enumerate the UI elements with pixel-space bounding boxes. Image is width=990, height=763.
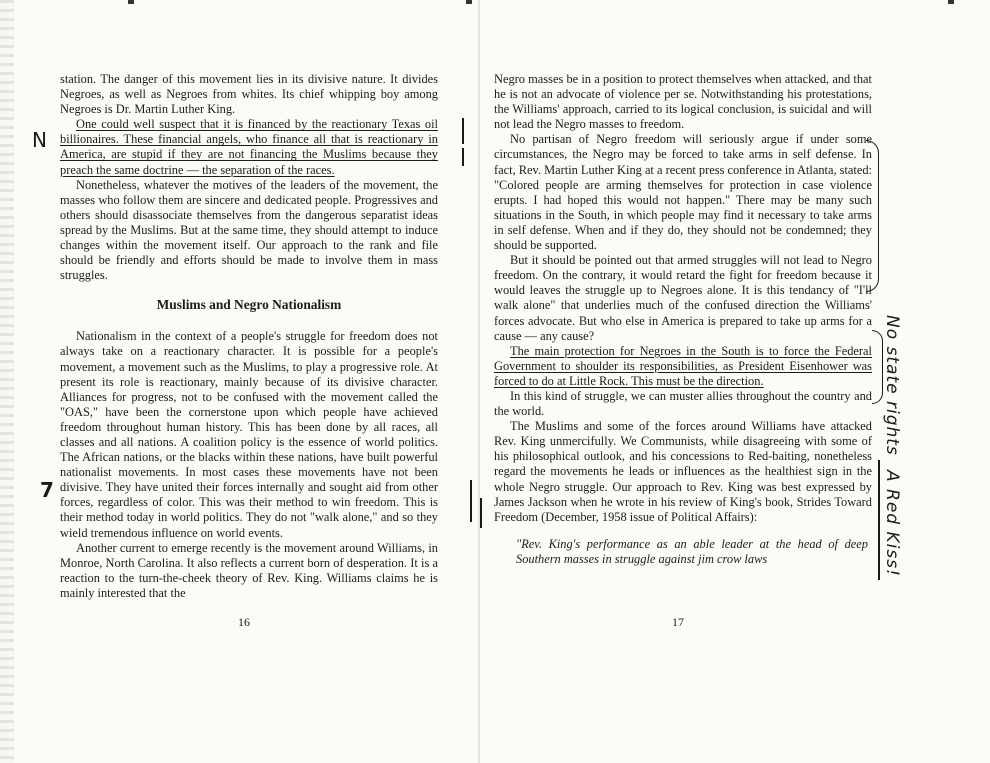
handwritten-number-mark: 7: [40, 478, 54, 502]
page-edge: [0, 0, 14, 763]
margin-line: [480, 498, 482, 528]
page-number: 16: [238, 615, 250, 629]
margin-line: [470, 480, 472, 522]
section-heading: Muslims and Negro Nationalism: [156, 297, 342, 313]
scan-mark: [128, 0, 134, 4]
paragraph: No partisan of Negro freedom will seriously argue if under some circumstances, the Negro may be forced to take arms in self defense. In fact, Rev. Martin Luther King at a recent press conference in Atlanta, stated: "Colored people are arming themselves for protection in case violence erupts. I had hoped this would not happen." There may be many such situations in the South, in which people may find it necessary to take arms in self defense. When and if they do, they should not be condemned; they should be supported.: [494, 132, 872, 253]
book-gutter: [478, 0, 480, 763]
paragraph: Another current to emerge recently is the movement around Williams, in Monroe, North Carolina. It also reflects a current born of desperation. It is a reaction to the turn-the-cheek theory of Rev. King. Williams claims he is mainly interested that the: [60, 540, 438, 600]
margin-line: [462, 148, 464, 166]
paragraph: Negro masses be in a position to protect themselves when attacked, and that he is not an advocate of violence per se. Notwithstanding his protestations, the Williams' approach, carried to its logical conclusion, is suicidal and will not lead the Negro masses to freedom.: [494, 72, 872, 132]
underlined-paragraph: One could well suspect that it is financed by the reactionary Texas oil billionaires. These financial angels, who finance all that is reactionary in America, are stupid if they are not financing the Muslims because they preach the same doctrine — the separation of the races.: [60, 117, 438, 177]
paragraph: station. The danger of this movement lies in its divisive nature. It divides Negroes, as well as Negroes from whites. Its chief whipping boy among Negroes is Dr. Martin Luther King.: [60, 72, 438, 117]
handwritten-margin-note: No state rights: [882, 315, 902, 456]
paragraph: But it should be pointed out that armed struggles will not lead to Negro freedom. On the contrary, it would retard the fight for freedom because it would leaves the struggle up to Negroes alone. It is this tendancy of "I'll walk alone" that underlies much of the confused direction the Williams' forces advocate. But who else in America is prepared to take up arms for a cause — any cause?: [494, 253, 872, 343]
right-page: [494, 72, 872, 567]
page-number: 17: [672, 615, 684, 629]
margin-bracket: [866, 140, 879, 292]
margin-line: [462, 118, 464, 144]
margin-line: [878, 460, 880, 580]
paragraph: Nationalism in the context of a people's struggle for freedom does not always take on a reactionary character. It is possible for a people's movement, a movement such as the Muslims, to play a progressive role. At present its role is reactionary, mainly because of its divisive character. Alliances for progress, not to be confused with the movement called the "OAS," have been the cornerstone upon which people have achieved freedom throughout human history. This has been done by all races, all classes and all nations. A coalition policy is the essence of world politics. The African nations, or the blacks within these nations, have built powerful nationalist movements. In most cases these movements have not been divisive. They have united their forces internally and sought aid from other forces, regardless of color. This was their method to win freedom. This is their method today in world politics. They do not "walk alone," and so they wield tremendous influence on world events.: [60, 329, 438, 540]
paragraph: The Muslims and some of the forces around Williams have attacked Rev. King unmercifully. We Communists, while disagreeing with some of his philosophical outlook, and his concessions to Red-baiting, nonetheless regard the movements he leads or influences as the healthiest sign in the whole Negro struggle. Our approach to Rev. King was best expressed by James Jackson when he wrote in his review of King's book, Strides Toward Freedom (December, 1958 issue of Political Affairs):: [494, 419, 872, 524]
left-page: [60, 72, 438, 601]
handwritten-margin-note: A Red Kiss!: [882, 470, 902, 577]
scan-mark: [948, 0, 954, 4]
block-quote: "Rev. King's performance as an able leader at the head of deep Southern masses in struggle against jim crow laws: [516, 536, 868, 566]
underlined-paragraph: The main protection for Negroes in the South is to force the Federal Government to shoulder its responsibilities, as President Eisenhower was forced to do at Little Rock. This must be the direction.: [494, 343, 872, 388]
paragraph: In this kind of struggle, we can muster allies throughout the country and the world.: [494, 388, 872, 419]
scan-mark: [466, 0, 472, 4]
paragraph: Nonetheless, whatever the motives of the leaders of the movement, the masses who follow them are sincere and dedicated people. Progressives and others should disassociate themselves from the dangerous separatist ideas spread by the Muslims. But at the same time, they should attempt to induce changes within the movement itself. Our approach to the rank and file should be friendly and efforts should be made to involve them in mass struggles.: [60, 177, 438, 283]
handwritten-check-mark: N: [32, 128, 47, 152]
